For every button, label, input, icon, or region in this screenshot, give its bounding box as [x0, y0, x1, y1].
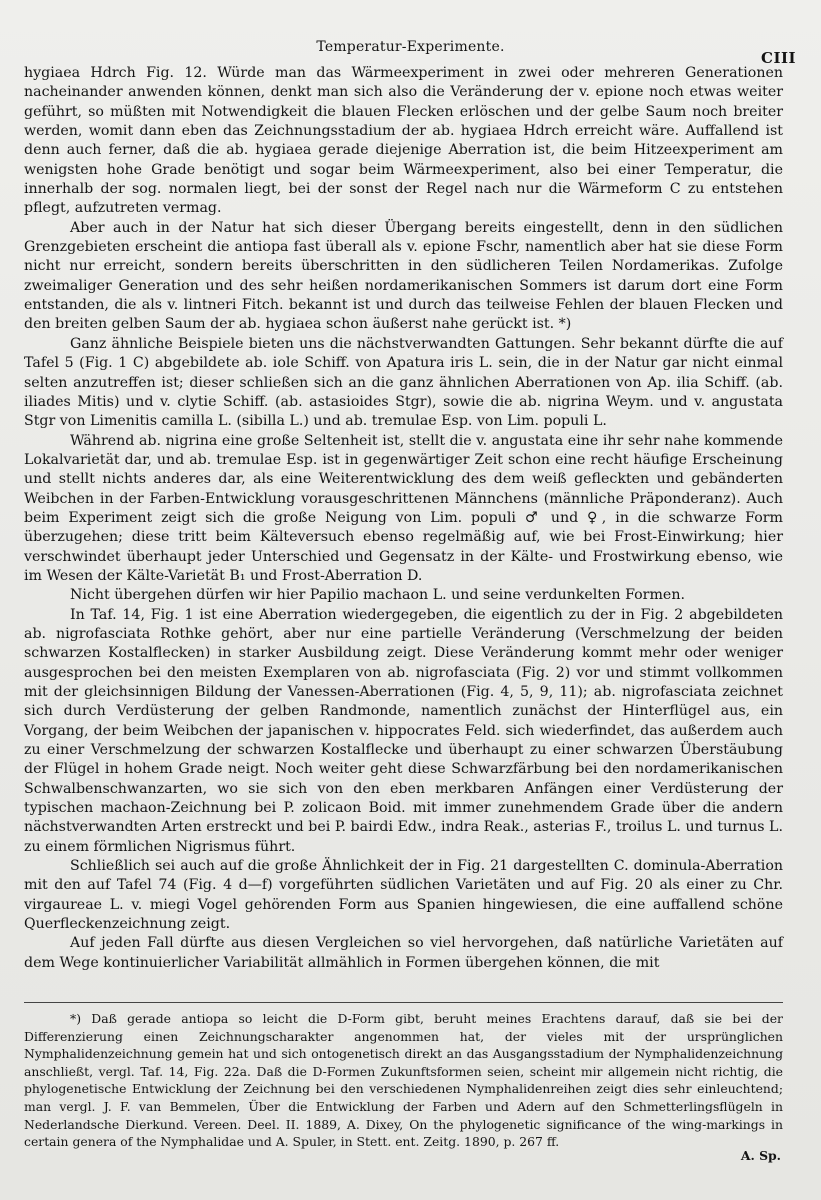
footnote-text: *) Daß gerade antiopa so leicht die D-Form gibt, beruht meines Erachtens darauf, daß sie bei der Differenzierung einen Zeichnungscharakter angenommen hat, der vieles mit der ursprünglichen Nymphalidenzeichnung gemein hat und sich ontogenetisch direkt an das Ausgangsstadium der Nymphalidenzeichnung anschließt, vergl. Taf. 14, Fig. 22a. Daß die D-Formen Zukunftsformen seien, scheint mir allgemein nicht richtig, die phylogenetische Entwicklung der Zeichnung bei den verschiedenen Nymphalidenreihen zeigt dies sehr einleuchtend; man vergl. J. F. van Bemmelen, Über die Entwicklung der Farben und Adern auf den Schmetterlingsflügeln in Nederlandsche Dierkund. Vereen. Deel. II. 1889, A. Dixey, On the phylogenetic significance of the wing-markings in certain genera of the Nymphalidae und A. Spuler, in Stett. ent. Zeitg. 1890, p. 267 ff. [24, 1011, 783, 1150]
running-title: Temperatur-Experimente. [316, 39, 505, 55]
paragraph: Nicht übergehen dürfen wir hier Papilio machaon L. und seine verdunkelten Formen. [70, 587, 685, 604]
page-header [0, 34, 821, 67]
page-number: CIII [761, 49, 796, 67]
paragraph: In Taf. 14, Fig. 1 ist eine Aberration wiedergegeben, die eigentlich zu der in Fig. 2 abgebildeten ab. nigrofasciata Rothke gehört, aber nur eine partielle Veränderung (Verschmelzung der beiden schwarzen Kostalflecken) in starker Ausbildung zeigt. Diese Veränderung kommt mehr oder weniger ausgesprochen bei den meisten Exemplaren von ab. nigrofasciata (Fig. 2) vor und stimmt vollkommen mit der gleichsinnigen Bildung der Vanessen-Aberrationen (Fig. 4, 5, 9, 11); ab. nigrofasciata zeichnet sich durch Verdüsterung der gelben Randmonde, namentlich zunächst der Hinterflügel aus, ein Vorgang, der beim Weibchen der japanischen v. hippocrates Feld. sich wiederfindet, das außerdem auch zu einer Verschmelzung der schwarzen Kostalflecke und überhaupt zu einer schwarzen Überstäubung der Flügel in hohem Grade neigt. Noch weiter geht diese Schwarzfärbung bei den nordamerikanischen Schwalbenschwanzarten, wo sie sich von den eben merkbaren Anfängen einer Verdüsterung der typischen machaon-Zeichnung bei P. zolicaon Boid. mit immer zunehmendem Grade über die andern nächstverwandten Arten erstreckt und bei P. bairdi Edw., indra Reak., asterias F., troilus L. und turnus L. zu einem förmlichen Nigrismus führt. [24, 606, 783, 855]
paragraph: Schließlich sei auch auf die große Ähnlichkeit der in Fig. 21 dargestellten C. dominula-Aberration mit den auf Tafel 74 (Fig. 4 d—f) vorgeführten südlichen Varietäten und auf Fig. 20 als einer zu Chr. virgaureae L. v. miegi Vogel gehörenden Form aus Spanien hingewiesen, die eine auffallend schöne Querfleckenzeichnung zeigt. [24, 858, 783, 933]
main-text [24, 64, 783, 973]
paragraph: Auf jeden Fall dürfte aus diesen Vergleichen so viel hervorgehen, daß natürliche Varietäten auf dem Wege kontinuierlicher Variabilität allmählich in Formen übergehen können, die mit [24, 935, 783, 971]
paragraph: hygiaea Hdrch Fig. 12. Würde man das Wärmeexperiment in zwei oder mehreren Generationen nacheinander anwenden können, denkt man sich also die Veränderung der v. epione noch etwas weiter geführt, so müßten mit Notwendigkeit die blauen Flecken erlöschen und der gelbe Saum noch breiter werden, womit dann eben das Zeichnungsstadium der ab. hygiaea Hdrch erreicht wäre. Auffallend ist denn auch ferner, daß die ab. hygiaea gerade diejenige Aberration ist, die beim Hitzeexperiment am wenigsten hohe Grade benötigt und sogar beim Wärmeexperiment, also bei einer Temperatur, die innerhalb der sog. normalen liegt, bei der sonst der Regel nach nur die Wärmeform C zu entstehen pflegt, aufzutreten vermag. [24, 65, 783, 217]
paragraph: Aber auch in der Natur hat sich dieser Übergang bereits eingestellt, denn in den südlichen Grenzgebieten erscheint die antiopa fast überall als v. epione Fschr, namentlich aber hat sie diese Form nicht nur erreicht, sondern bereits überschritten in den südlicheren Teilen Nordamerikas. Zufolge zweimaliger Generation und des sehr heißen nordamerikanischen Sommers ist darum dort eine Form entstanden, die als v. lintneri Fitch. bekannt ist und durch das teilweise Fehlen der blauen Flecken und den breiten gelben Saum der ab. hygiaea schon äußerst nahe gerückt ist. *) [24, 219, 783, 333]
paragraph: Ganz ähnliche Beispiele bieten uns die nächstverwandten Gattungen. Sehr bekannt dürfte die auf Tafel 5 (Fig. 1 C) abgebildete ab. iole Schiff. von Apatura iris L. sein, die in der Natur gar nicht einmal selten anzutreffen ist; dieser schließen sich an die ganz ähnlichen Aberrationen von Ap. ilia Schiff. (ab. iliades Mitis) und v. clytie Schiff. (ab. astasioides Stgr), sowie die ab. nigrina Weym. und v. angustata Stgr von Limenitis camilla L. (sibilla L.) und ab. tremulae Esp. von Lim. populi L. [24, 335, 783, 430]
footnote [24, 1010, 783, 1151]
footnote-divider [24, 1002, 783, 1003]
footnote-signature: A. Sp. [740, 1148, 781, 1163]
paragraph: Während ab. nigrina eine große Seltenheit ist, stellt die v. angustata eine ihr sehr nahe kommende Lokalvarietät dar, und ab. tremulae Esp. ist in gegenwärtiger Zeit schon eine recht häufige Erscheinung und stellt nichts anderes dar, als eine Weiterentwicklung des dem weiß gefleckten und gebänderten Weibchen in der Farben-Entwicklung vorausgeschrittenen Männchens (männliche Präponderanz). Auch beim Experiment zeigt sich die große Neigung von Lim. populi ♂ und ♀, in die schwarze Form überzugehen; diese tritt beim Kälteversuch ebenso regelmäßig auf, wie bei Frost-Einwirkung; hier verschwindet überhaupt jeder Unterschied und Gegensatz in der Kälte- und Frostwirkung ebenso, wie im Wesen der Kälte-Varietät B₁ und Frost-Aberration D. [24, 432, 783, 584]
